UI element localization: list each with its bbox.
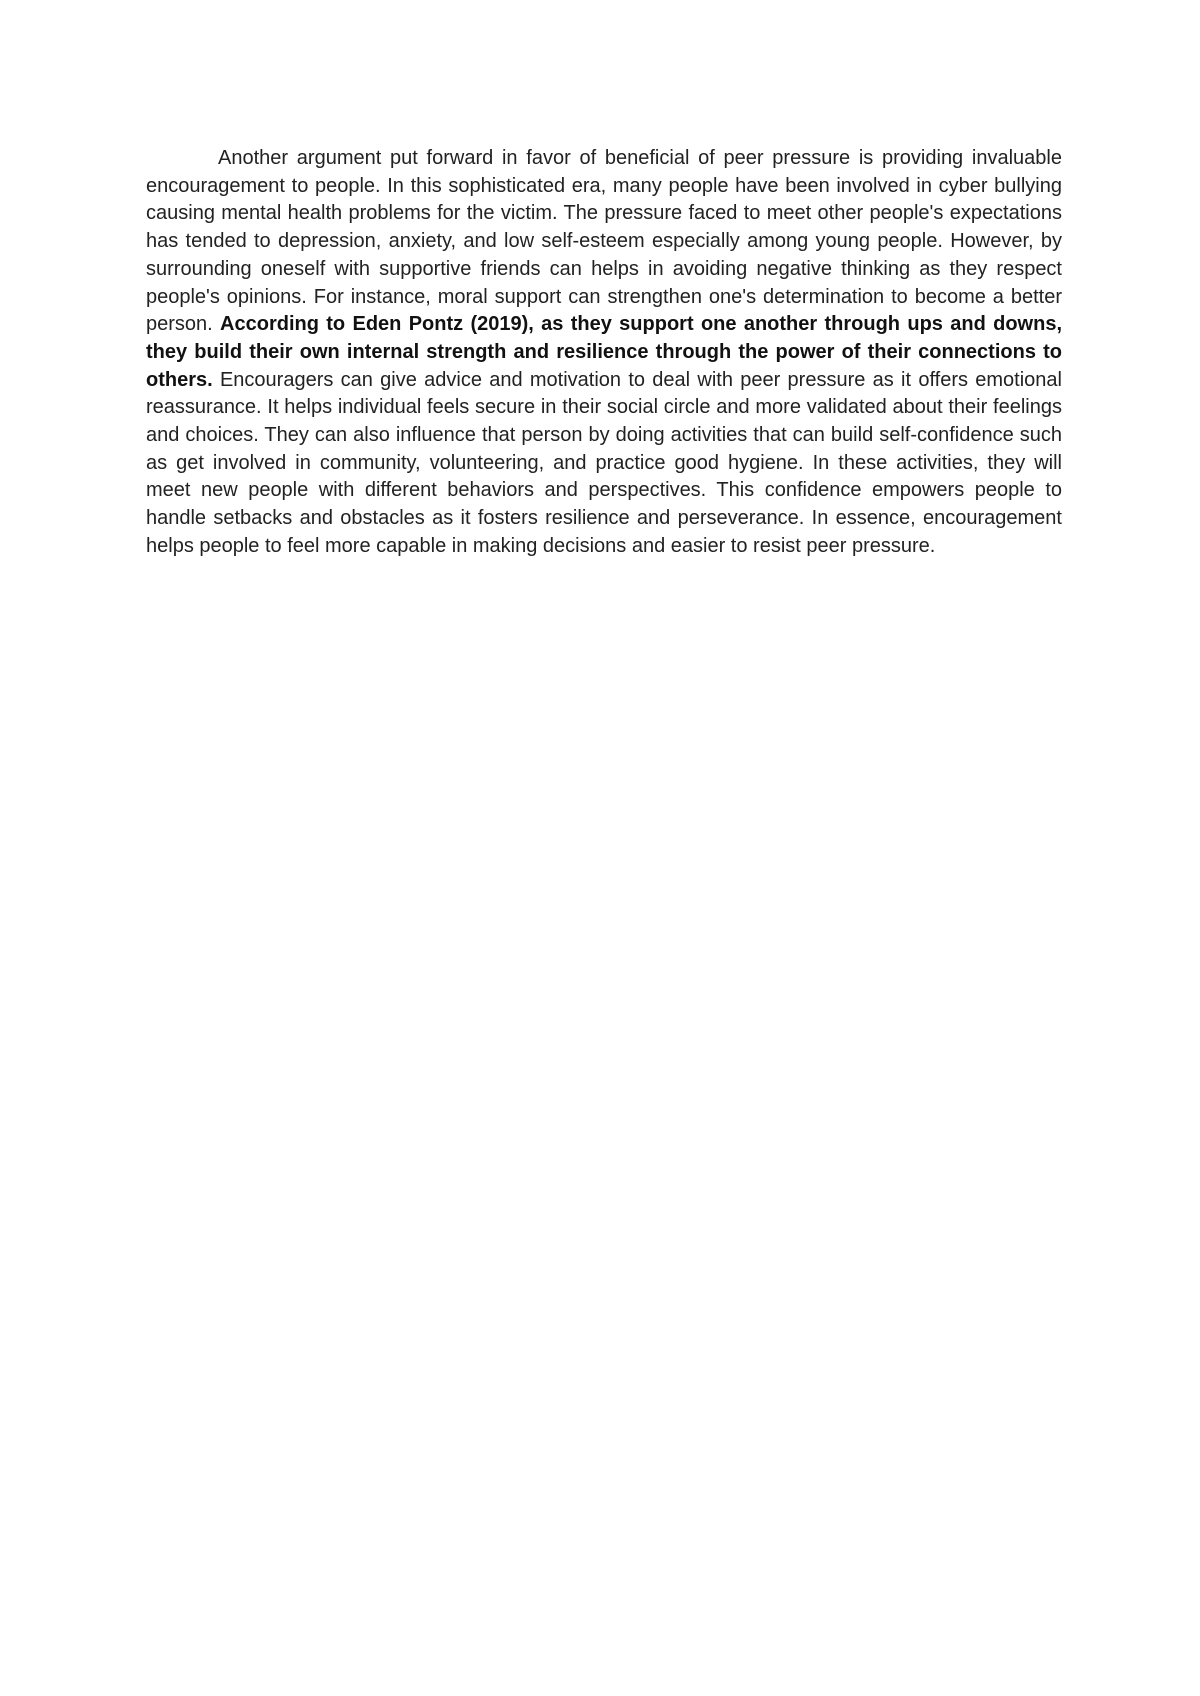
body-paragraph [146, 145, 1062, 561]
bold-citation-quote: According to Eden Pontz (2019), as they support one another through ups and downs, they build their own internal strength and resilience through the power of their connections to others. [146, 313, 1063, 391]
paragraph-text-intro: Another argument put forward in favor of beneficial of peer pressure is providing invaluable encouragement to people. In this sophisticated era, many people have been involved in cyber bullying causing mental health problems for the victim. The pressure faced to meet other people's expectations has tended to depression, anxiety, and low self-esteem especially among young people. However, by surrounding oneself with supportive friends can helps in avoiding negative thinking as they respect people's opinions. For instance, moral support can strengthen one's determination to become a better person. [146, 147, 1062, 336]
paragraph-text-conclusion: Encouragers can give advice and motivation to deal with peer pressure as it offers emotional reassurance. It helps individual feels secure in their social circle and more validated about their feelings and choices. They can also influence that person by doing activities that can build self-confidence such as get involved in community, volunteering, and practice good hygiene. In these activities, they will meet new people with different behaviors and perspectives. This confidence empowers people to handle setbacks and obstacles as it fosters resilience and perseverance. In essence, encouragement helps people to feel more capable in making decisions and easier to resist peer pressure. [146, 368, 1062, 557]
